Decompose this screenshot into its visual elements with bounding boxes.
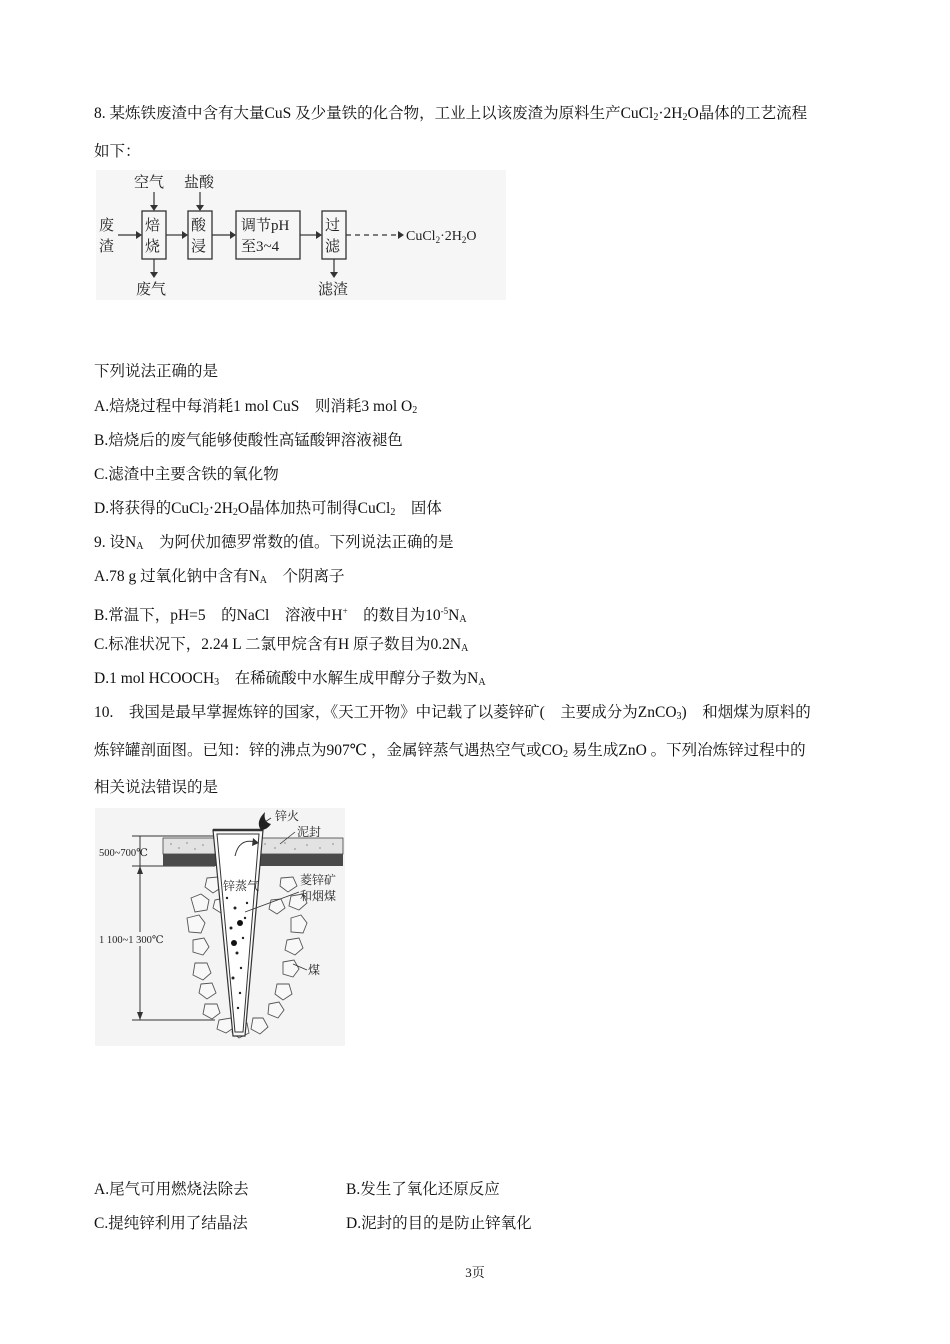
seal-label: 泥封 — [297, 825, 322, 839]
page-number: 3页 — [465, 1265, 485, 1280]
q10-option-a: A.尾气可用燃烧法除去 — [94, 1181, 249, 1198]
flow-product: $CuCl_2\cdot 2H_2O$ — [406, 229, 477, 245]
q10-option-d: D.泥封的目的是防止锌氧化 — [346, 1215, 532, 1232]
ore-label-1: 菱锌矿 — [300, 873, 337, 887]
q10-option-b: B.发生了氧化还原反应 — [346, 1181, 500, 1198]
svg-text:至3~4: 至3~4 — [241, 239, 280, 255]
svg-text:烧: 烧 — [145, 239, 161, 255]
svg-text:浸: 浸 — [191, 239, 207, 255]
vapor-label: 锌蒸气 — [223, 879, 260, 893]
svg-text:过: 过 — [325, 218, 341, 234]
process-flow-diagram — [96, 170, 506, 305]
flow-residue-label: 滤渣 — [318, 282, 349, 298]
zinc-smelting-figure — [95, 808, 345, 1051]
q9-option-c: C.标准状况下，2.24 L 二氯甲烷含有H 原子数目为$0.2N_A$ — [94, 636, 469, 654]
q8-option-b: B.焙烧后的废气能够使酸性高锰酸钾溶液褪色 — [94, 432, 403, 449]
flow-air-label: 空气 — [134, 175, 165, 191]
q9-option-b: B.常温下，pH=5 的NaCl 溶液中H+ 的数目为$10^{-5}N_A$ — [94, 606, 467, 625]
q8-option-a: A.焙烧过程中每消耗1 mol CuS 则消耗3 mol $O_2$ — [94, 398, 418, 416]
flow-exhaust-label: 废气 — [136, 282, 167, 298]
coal-label: 煤 — [308, 963, 321, 977]
q9-option-d: D.1 mol $HCOOCH_3$ 在稀硫酸中水解生成甲醇分子数为$N_A$ — [94, 670, 486, 688]
q8-stem-line1: 8. 某炼铁废渣中含有大量CuS 及少量铁的化合物，工业上以该废渣为原料生产$CuCl_2\cdot 2H_2O$晶体的工艺流程 — [94, 105, 808, 123]
svg-text:酸: 酸 — [191, 218, 207, 234]
q10-option-c: C.提纯锌利用了结晶法 — [94, 1215, 248, 1232]
flow-input-1: 废 — [99, 218, 115, 234]
q10-stem-line3: 相关说法错误的是 — [94, 779, 219, 796]
q9-option-a: A.78 g 过氧化钠中含有$N_A$ 个阴离子 — [94, 568, 345, 586]
q8-question: 下列说法正确的是 — [94, 363, 219, 380]
q8-option-d: D.将获得的$CuCl_2\cdot 2H_2O$晶体加热可制得CuCl$_2$ 固体 — [94, 500, 442, 518]
q10-stem-line1: 10. 我国是最早掌握炼锌的国家，《天工开物》中记载了以菱锌矿( 主要成分为ZnCO$_3$) 和烟煤为原料的 — [94, 704, 811, 722]
svg-text:焙: 焙 — [145, 218, 161, 234]
svg-text:调节pH: 调节pH — [241, 218, 290, 234]
ore-label-2: 和烟煤 — [300, 889, 337, 903]
flow-input-2: 渣 — [99, 239, 115, 255]
q10-stem-line2: 炼锌罐剖面图。已知：锌的沸点为907℃ ，金属锌蒸气遇热空气或$CO_2$ 易生成ZnO 。下列冶炼锌过程中的 — [94, 742, 806, 760]
flow-acid-label: 盐酸 — [184, 175, 215, 191]
fire-label: 锌火 — [275, 809, 300, 823]
svg-text:滤: 滤 — [325, 239, 341, 255]
q9-stem: 9. 设$N_A$ 为阿伏加德罗常数的值。下列说法正确的是 — [94, 534, 454, 552]
temp-top-label: 500~700℃ — [99, 848, 148, 859]
q8-stem-line2: 如下： — [94, 143, 141, 160]
temp-bottom-label: 1 100~1 300℃ — [99, 935, 164, 946]
q8-option-c: C.滤渣中主要含铁的氧化物 — [94, 466, 279, 483]
